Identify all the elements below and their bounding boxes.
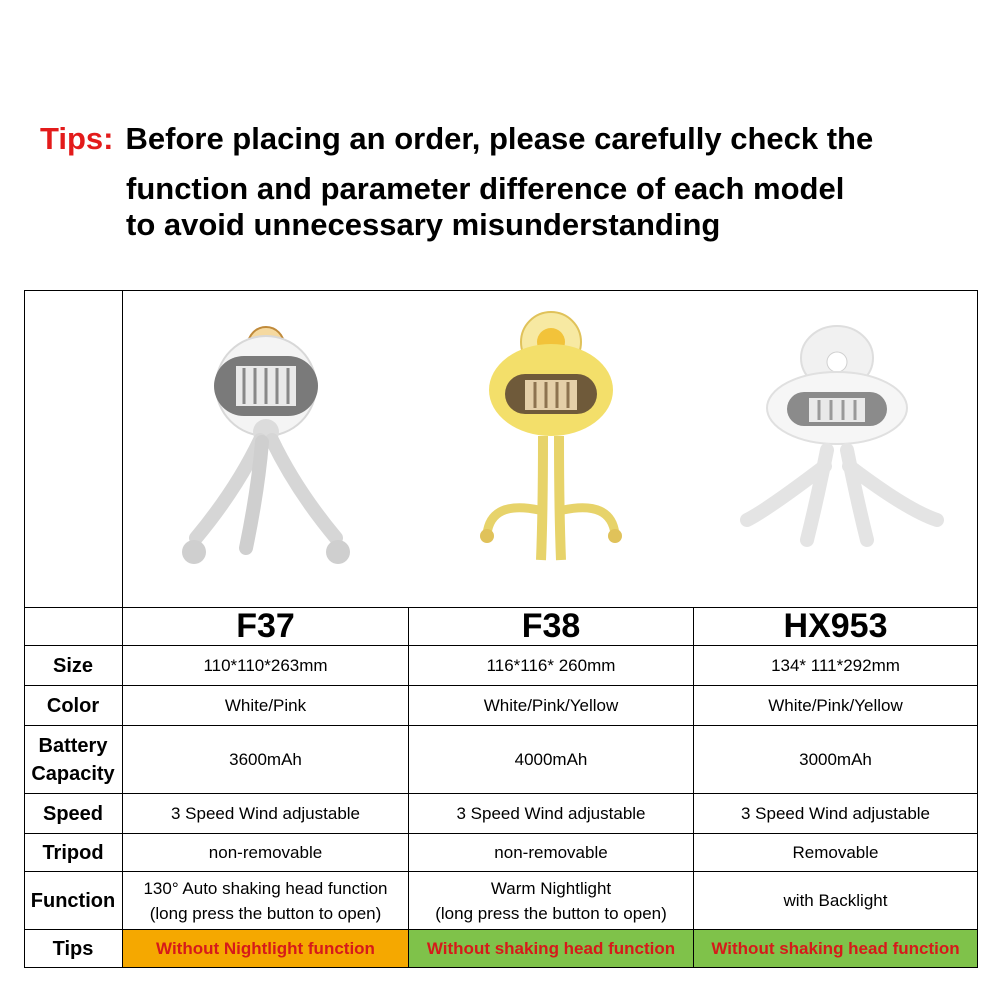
function-hx953 [694,872,978,930]
empty-model-label-cell [24,608,123,646]
battery-label-line2: Capacity [31,762,115,785]
function-f38-line1: Warm Nightlight [490,878,612,898]
size-f38: 116*116* 260mm [409,646,694,686]
tripod-f38: non-removable [409,834,694,872]
product-images [123,290,978,608]
product-images-cell [123,290,978,608]
function-f37-line1: 130° Auto shaking head function [143,878,388,898]
model-name-f38: F38 [409,608,694,646]
row-label-tripod: Tripod [24,834,123,872]
function-f37 [123,872,409,930]
empty-corner-cell [24,290,123,608]
fan-image-hx953 [747,326,937,540]
tips-label: Tips: [40,121,114,156]
tips-line-2: function and parameter difference of each model [126,171,845,206]
function-f38-line2: (long press the button to open) [435,903,667,923]
row-label-speed: Speed [24,794,123,834]
fan-image-f38 [480,312,622,560]
tips-text-1: Before placing an order, please carefully check the [125,121,874,156]
model-name-hx953: HX953 [694,608,978,646]
fan-image-f37 [182,327,350,564]
row-label-battery [24,726,123,794]
function-f38 [409,872,694,930]
battery-f38: 4000mAh [409,726,694,794]
row-label-tips: Tips [24,930,123,968]
tip-f37: Without Nightlight function [123,930,409,968]
row-label-size: Size [24,646,123,686]
color-f38: White/Pink/Yellow [409,686,694,726]
tips-line-3: to avoid unnecessary misunderstanding [126,207,721,242]
size-f37: 110*110*263mm [123,646,409,686]
tips-line-1 [40,118,873,160]
comparison-table [24,290,978,968]
color-hx953: White/Pink/Yellow [694,686,978,726]
tripod-hx953: Removable [694,834,978,872]
function-f37-line2: (long press the button to open) [149,903,382,923]
tip-hx953: Without shaking head function [694,930,978,968]
model-name-f37: F37 [123,608,409,646]
speed-f38: 3 Speed Wind adjustable [409,794,694,834]
color-f37: White/Pink [123,686,409,726]
row-label-function: Function [24,872,123,930]
row-label-color: Color [24,686,123,726]
tip-f38: Without shaking head function [409,930,694,968]
function-hx953-line1: with Backlight [783,891,888,910]
size-hx953: 134* 111*292mm [694,646,978,686]
battery-f37: 3600mAh [123,726,409,794]
battery-label-line1: Battery [38,734,108,757]
speed-f37: 3 Speed Wind adjustable [123,794,409,834]
tripod-f37: non-removable [123,834,409,872]
battery-hx953: 3000mAh [694,726,978,794]
speed-hx953: 3 Speed Wind adjustable [694,794,978,834]
